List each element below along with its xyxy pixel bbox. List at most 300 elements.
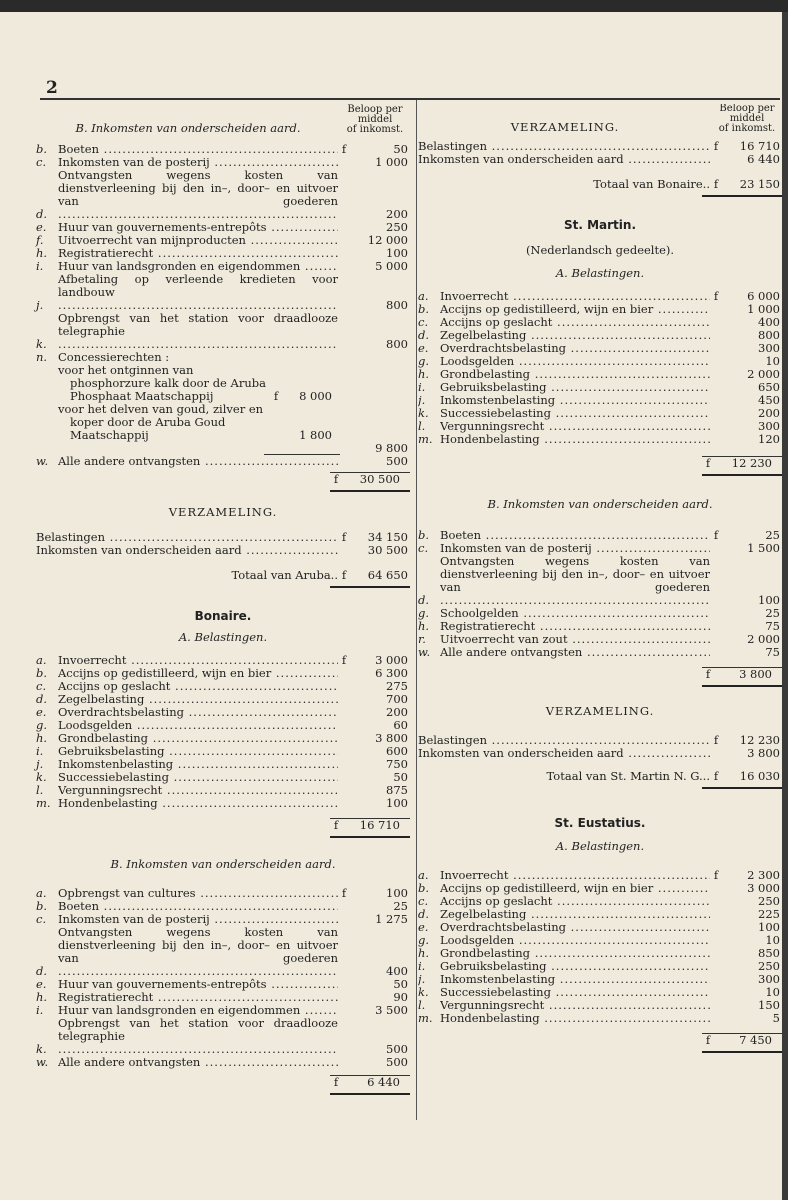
list-item	[418, 633, 782, 646]
list-item	[36, 771, 410, 784]
list-item	[36, 991, 410, 1004]
item-amount: 200	[758, 406, 780, 420]
item-label: Inkomsten van de posterij .....	[58, 913, 338, 926]
item-letter: k.	[36, 770, 47, 784]
item-amount: 200	[386, 207, 408, 221]
list-item	[418, 895, 782, 908]
stmartin-a-list	[418, 290, 782, 446]
item-amount: 25	[765, 606, 780, 620]
list-item	[418, 620, 782, 633]
list-item	[418, 329, 782, 342]
list-item	[36, 531, 410, 544]
list-item: voor het delven van goud, zilver en koper door de Aruba Goud Maatschappij 1 800	[58, 403, 332, 442]
item-letter: a.	[36, 886, 47, 900]
item-label: Vergunningsrecht .....	[440, 999, 710, 1012]
item-letter: m.	[36, 796, 51, 810]
list-item	[418, 394, 782, 407]
item-letter: w.	[418, 645, 431, 659]
item-amount: 90	[393, 990, 408, 1004]
item-amount: 3 800	[747, 746, 780, 760]
list-item: n. Concessierechten :	[36, 350, 170, 364]
item-amount: 250	[758, 894, 780, 908]
double-rule	[702, 1047, 782, 1053]
item-amount: 800	[386, 337, 408, 351]
item-amount: 12 000	[367, 233, 408, 247]
item-label: Opbrengst van cultures .....	[58, 887, 338, 900]
item-label: Accijns op gedistilleerd, wijn en bier .....	[440, 882, 710, 895]
list-item	[418, 316, 782, 329]
item-letter: a.	[418, 289, 429, 303]
currency-mark: f	[713, 528, 719, 542]
list-item	[418, 921, 782, 934]
item-label: Overdrachtsbelasting .....	[440, 342, 710, 355]
item-label: Invoerrecht .....	[440, 869, 710, 882]
item-label: Inkomsten van de posterij .....	[440, 542, 710, 555]
list-item	[418, 368, 782, 381]
list-item	[36, 1017, 410, 1056]
item-amount: 75	[765, 619, 780, 633]
bonaire-a-title: A. Belastingen.	[178, 630, 268, 644]
item-letter: c.	[418, 894, 429, 908]
item-label: Accijns op geslacht .....	[58, 680, 338, 693]
item-amount: 850	[758, 946, 780, 960]
item-letter: l.	[418, 998, 426, 1012]
list-item	[418, 420, 782, 433]
item-letter: j.	[36, 298, 44, 312]
currency-mark: f	[341, 530, 347, 544]
item-label: Boeten .....	[58, 900, 338, 913]
item-letter: b.	[418, 881, 430, 895]
item-letter: h.	[418, 367, 430, 381]
item-letter: j.	[418, 972, 426, 986]
item-label: Inkomsten van onderscheiden aard .....	[36, 544, 338, 557]
list-item	[36, 784, 410, 797]
column-divider	[416, 100, 417, 1120]
list-item	[36, 312, 410, 351]
aruba-b-list	[36, 143, 410, 351]
list-item	[36, 758, 410, 771]
item-letter: h.	[418, 946, 430, 960]
bonaire-verzameling-title: VERZAMELING.	[510, 120, 620, 134]
item-letter: j.	[36, 757, 44, 771]
list-item	[36, 797, 410, 810]
list-item	[418, 869, 782, 882]
item-label: Hondenbelasting .....	[440, 433, 710, 446]
item-amount: 3 500	[375, 1003, 408, 1017]
list-item	[418, 381, 782, 394]
item-letter: h.	[36, 990, 48, 1004]
list-item	[418, 290, 782, 303]
item-label: Invoerrecht .....	[440, 290, 710, 303]
list-item	[36, 732, 410, 745]
item-letter: d.	[418, 907, 430, 921]
item-amount: 2 000	[747, 632, 780, 646]
page-number: 2	[46, 78, 58, 98]
item-amount: 450	[758, 393, 780, 407]
currency-mark: f	[341, 142, 347, 156]
item-amount: 500	[386, 1055, 408, 1069]
item-amount: 30 500	[367, 543, 408, 557]
list-item	[418, 140, 782, 153]
item-amount: 1 275	[375, 912, 408, 926]
list-item	[36, 978, 410, 991]
item-label: Inkomstenbelasting .....	[440, 973, 710, 986]
list-item	[418, 355, 782, 368]
stmartin-a-title: A. Belastingen.	[555, 266, 645, 280]
item-label: Invoerrecht .....	[58, 654, 338, 667]
list-item	[36, 1004, 410, 1017]
list-item: w. Alle andere ontvangsten ..... 500	[36, 455, 410, 468]
list-item	[36, 143, 410, 156]
item-amount: 225	[758, 907, 780, 921]
left-column	[36, 104, 410, 1095]
item-letter: b.	[36, 142, 48, 156]
bonaire-b-total: f 6 440	[330, 1075, 410, 1089]
item-amount: 1 000	[747, 302, 780, 316]
currency-mark: f	[713, 289, 719, 303]
list-item	[418, 529, 782, 542]
item-label: Inkomstenbelasting .....	[58, 758, 338, 771]
item-amount: 500	[386, 1042, 408, 1056]
item-amount: 2 300	[747, 868, 780, 882]
item-letter: m.	[418, 432, 433, 446]
item-label: Loodsgelden .....	[58, 719, 338, 732]
item-label: Alle andere ontvangsten .....	[440, 646, 710, 659]
right-column	[418, 104, 782, 1053]
list-item	[418, 747, 782, 760]
item-amount: 10	[765, 933, 780, 947]
item-letter: h.	[418, 619, 430, 633]
item-letter: e.	[36, 220, 47, 234]
item-amount: 275	[386, 679, 408, 693]
item-label: Inkomstenbelasting .....	[440, 394, 710, 407]
currency-mark: f	[713, 139, 719, 153]
item-amount: 3 000	[375, 653, 408, 667]
list-item	[36, 706, 410, 719]
item-amount: 3 800	[375, 731, 408, 745]
list-item	[36, 680, 410, 693]
item-label: Boeten .....	[58, 143, 338, 156]
stmartin-a-total: f 12 230	[702, 456, 782, 470]
item-letter: j.	[418, 393, 426, 407]
stmartin-title: St. Martin.	[563, 218, 637, 232]
item-letter: i.	[36, 744, 44, 758]
item-label: Registratierecht .....	[58, 247, 338, 260]
item-letter: d.	[418, 328, 430, 342]
item-letter: f.	[36, 233, 44, 247]
item-label: Ontvangsten wegens kosten van dienstverleening bij den in–, door– en uitvoer van goederen .....	[440, 555, 710, 607]
item-label: Schoolgelden .....	[440, 607, 710, 620]
item-amount: 2 000	[747, 367, 780, 381]
item-label: Zegelbelasting .....	[440, 329, 710, 342]
item-amount: 100	[758, 593, 780, 607]
item-amount: 5	[772, 1011, 780, 1025]
item-amount: 300	[758, 972, 780, 986]
currency-mark: f	[341, 886, 347, 900]
item-letter: k.	[418, 985, 429, 999]
item-amount: 25	[393, 899, 408, 913]
item-label: Uitvoerrecht van zout .....	[440, 633, 710, 646]
item-label: Opbrengst van het station voor draadlooze telegraphie .....	[58, 312, 338, 351]
item-label: Huur van gouvernements-entrepôts .....	[58, 978, 338, 991]
item-letter: a.	[36, 653, 47, 667]
item-letter: d.	[418, 593, 430, 607]
currency-mark: f	[713, 733, 719, 747]
stmartin-verzameling-title: VERZAMELING.	[545, 704, 655, 718]
item-letter: w.	[36, 1055, 49, 1069]
item-label: Hondenbelasting .....	[58, 797, 338, 810]
item-letter: b.	[36, 666, 48, 680]
item-letter: e.	[418, 341, 429, 355]
item-amount: 250	[758, 959, 780, 973]
item-amount: 800	[758, 328, 780, 342]
item-label: Gebruiksbelasting .....	[440, 381, 710, 394]
item-amount: 12 230	[739, 733, 780, 747]
list-item	[36, 234, 410, 247]
bonaire-b-list	[36, 887, 410, 1069]
item-label: Accijns op gedistilleerd, wijn en bier .....	[440, 303, 710, 316]
list-item	[418, 342, 782, 355]
list-item	[418, 947, 782, 960]
item-letter: h.	[36, 731, 48, 745]
item-letter: i.	[36, 1003, 44, 1017]
stmartin-grand-total: Totaal van St. Martin N. G... f 16 030	[546, 769, 780, 783]
item-amount: 100	[758, 920, 780, 934]
item-letter: c.	[36, 912, 47, 926]
item-label: Inkomsten van de posterij .....	[58, 156, 338, 169]
list-item	[36, 926, 410, 978]
list-item	[36, 887, 410, 900]
item-label: Gebruiksbelasting .....	[58, 745, 338, 758]
page-edge	[782, 12, 788, 1200]
list-item	[36, 169, 410, 221]
list-item	[418, 882, 782, 895]
bonaire-title: Bonaire.	[194, 609, 252, 623]
list-item	[36, 156, 410, 169]
stmartin-subtitle: (Nederlandsch gedeelte).	[525, 243, 675, 257]
list-item	[418, 734, 782, 747]
item-amount: 5 000	[375, 259, 408, 273]
stmartin-b-title: B. Inkomsten van onderscheiden aard.	[487, 497, 713, 511]
item-label: Ontvangsten wegens kosten van dienstverleening bij den in–, door– en uitvoer van goederen .....	[58, 169, 338, 221]
item-amount: 16 710	[739, 139, 780, 153]
item-amount: 600	[386, 744, 408, 758]
aruba-b-total: f 30 500	[330, 472, 410, 486]
steustatius-a-list	[418, 869, 782, 1025]
item-letter: b.	[418, 302, 430, 316]
item-amount: 34 150	[367, 530, 408, 544]
item-label: Accijns op geslacht .....	[440, 895, 710, 908]
item-letter: h.	[36, 246, 48, 260]
item-label: Loodsgelden .....	[440, 934, 710, 947]
list-item	[36, 913, 410, 926]
item-amount: 50	[393, 142, 408, 156]
item-amount: 60	[393, 718, 408, 732]
item-letter: i.	[418, 959, 426, 973]
item-label: Gebruiksbelasting .....	[440, 960, 710, 973]
aruba-b-title: B. Inkomsten van onderscheiden aard.	[75, 121, 301, 135]
currency-mark: f	[341, 653, 347, 667]
list-item	[418, 646, 782, 659]
stmartin-b-list	[418, 529, 782, 659]
list-item	[418, 433, 782, 446]
list-item	[418, 986, 782, 999]
item-amount: 50	[393, 770, 408, 784]
list-item	[418, 555, 782, 607]
item-label: Inkomsten van onderscheiden aard .....	[418, 747, 710, 760]
list-item	[418, 607, 782, 620]
item-amount: 1 000	[375, 155, 408, 169]
item-amount: 3 000	[747, 881, 780, 895]
item-amount: 400	[758, 315, 780, 329]
list-item	[418, 153, 782, 166]
list-item	[36, 221, 410, 234]
item-label: Huur van landsgronden en eigendommen .....	[58, 1004, 338, 1017]
item-label: Grondbelasting .....	[440, 368, 710, 381]
item-letter: k.	[418, 406, 429, 420]
item-label: Overdrachtsbelasting .....	[440, 921, 710, 934]
item-letter: g.	[418, 606, 430, 620]
item-letter: i.	[36, 259, 44, 273]
item-letter: a.	[418, 868, 429, 882]
item-label: Grondbelasting .....	[58, 732, 338, 745]
list-item: voor het ontginnen van phosphorzure kalk door de Aruba Phosphaat Maatschappij f 8 000	[58, 364, 332, 403]
amount-column-header: Beloop per middel of inkomst.	[718, 104, 776, 134]
item-amount: 250	[386, 220, 408, 234]
item-label: Successiebelasting .....	[440, 986, 710, 999]
list-item	[36, 667, 410, 680]
list-item	[36, 544, 410, 557]
item-label: Registratierecht .....	[58, 991, 338, 1004]
aruba-verzameling-title: VERZAMELING.	[168, 505, 278, 519]
list-item	[418, 973, 782, 986]
list-item	[418, 1012, 782, 1025]
aruba-grand-total: Totaal van Aruba.. f 64 650	[231, 568, 408, 582]
list-item	[418, 303, 782, 316]
item-label: Accijns op geslacht .....	[440, 316, 710, 329]
bonaire-verz-list	[418, 140, 782, 166]
item-label: Successiebelasting .....	[440, 407, 710, 420]
item-letter: m.	[418, 1011, 433, 1025]
item-amount: 100	[386, 796, 408, 810]
item-amount: 100	[386, 886, 408, 900]
item-letter: d.	[36, 964, 48, 978]
header-rule	[40, 98, 780, 100]
list-item	[36, 719, 410, 732]
item-label: Overdrachtsbelasting .....	[58, 706, 338, 719]
item-letter: g.	[418, 933, 430, 947]
bonaire-a-total: f 16 710	[330, 818, 410, 832]
item-label: Uitvoerrecht van mijnproducten .....	[58, 234, 338, 247]
steustatius-a-title: A. Belastingen.	[555, 839, 645, 853]
item-amount: 800	[386, 298, 408, 312]
item-label: Accijns op gedistilleerd, wijn en bier .....	[58, 667, 338, 680]
stmartin-b-total: f 3 800	[702, 667, 782, 681]
item-amount: 400	[386, 964, 408, 978]
item-letter: c.	[418, 315, 429, 329]
item-letter: r.	[418, 632, 426, 646]
item-letter: d.	[36, 692, 48, 706]
list-item	[36, 273, 410, 312]
item-amount: 6 300	[375, 666, 408, 680]
item-label: Zegelbelasting .....	[58, 693, 338, 706]
item-amount: 10	[765, 354, 780, 368]
item-amount: 10	[765, 985, 780, 999]
item-label: Registratierecht .....	[440, 620, 710, 633]
list-item	[36, 247, 410, 260]
item-letter: b.	[36, 899, 48, 913]
item-letter: b.	[418, 528, 430, 542]
item-letter: k.	[36, 337, 47, 351]
list-item	[36, 654, 410, 667]
item-letter: k.	[36, 1042, 47, 1056]
item-amount: 150	[758, 998, 780, 1012]
item-letter: c.	[36, 679, 47, 693]
item-letter: l.	[36, 783, 44, 797]
item-amount: 6 000	[747, 289, 780, 303]
item-amount: 750	[386, 757, 408, 771]
item-letter: e.	[418, 920, 429, 934]
item-amount: 120	[758, 432, 780, 446]
item-amount: 300	[758, 419, 780, 433]
item-label: Vergunningsrecht .....	[440, 420, 710, 433]
bonaire-b-title: B. Inkomsten van onderscheiden aard.	[110, 857, 336, 871]
item-label: Opbrengst van het station voor draadlooze telegraphie .....	[58, 1017, 338, 1056]
item-label: Hondenbelasting .....	[440, 1012, 710, 1025]
item-label: Loodsgelden .....	[440, 355, 710, 368]
list-item	[36, 693, 410, 706]
aruba-verz-list	[36, 531, 410, 557]
item-label: Huur van landsgronden en eigendommen .....	[58, 260, 338, 273]
item-label: Zegelbelasting .....	[440, 908, 710, 921]
item-amount: 700	[386, 692, 408, 706]
bonaire-grand-total: Totaal van Bonaire.. f 23 150	[593, 177, 780, 191]
list-item	[418, 908, 782, 921]
item-amount: 1 500	[747, 541, 780, 555]
item-letter: l.	[418, 419, 426, 433]
double-rule	[330, 1089, 410, 1095]
currency-mark: f	[713, 868, 719, 882]
list-item	[418, 407, 782, 420]
list-item	[36, 1056, 410, 1069]
steustatius-title: St. Eustatius.	[554, 816, 646, 830]
item-amount: 100	[386, 246, 408, 260]
item-amount: 200	[386, 705, 408, 719]
list-item	[418, 960, 782, 973]
item-letter: c.	[418, 541, 429, 555]
item-amount: 6 440	[747, 152, 780, 166]
item-letter: i.	[418, 380, 426, 394]
item-letter: g.	[418, 354, 430, 368]
item-label: Belastingen .....	[418, 140, 710, 153]
amount-column-header: Beloop per middel of inkomst.	[346, 104, 404, 135]
item-letter: c.	[36, 155, 47, 169]
stmartin-verz-list	[418, 734, 782, 760]
item-label: Belastingen .....	[36, 531, 338, 544]
list-item	[418, 934, 782, 947]
item-letter: e.	[36, 977, 47, 991]
item-amount: 300	[758, 341, 780, 355]
item-amount: 50	[393, 977, 408, 991]
list-item	[36, 900, 410, 913]
item-amount: 650	[758, 380, 780, 394]
list-item	[418, 542, 782, 555]
item-label: Vergunningsrecht .....	[58, 784, 338, 797]
item-amount: 25	[765, 528, 780, 542]
item-label: Successiebelasting .....	[58, 771, 338, 784]
item-label: Ontvangsten wegens kosten van dienstverleening bij den in–, door– en uitvoer van goederen .....	[58, 926, 338, 978]
item-label: Afbetaling op verleende kredieten voor landbouw .....	[58, 273, 338, 312]
